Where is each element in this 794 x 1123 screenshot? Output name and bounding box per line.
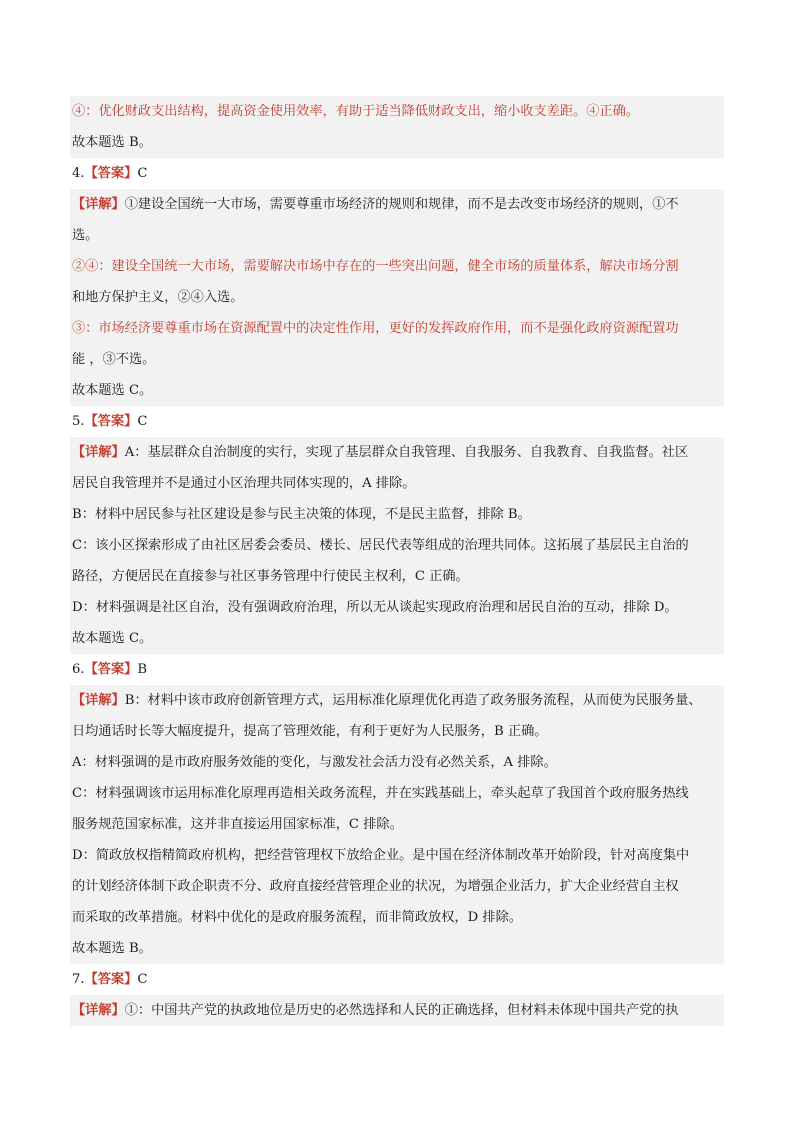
explanation-line: 故本题选 C。 bbox=[70, 375, 724, 406]
explanation-line: ②④：建设全国统一大市场，需要解决市场中存在的一些突出问题，健全市场的质量体系，解决市场分割 bbox=[70, 251, 724, 282]
answer-line bbox=[70, 158, 724, 189]
explanation-line: A：材料强调的是市政府服务效能的变化，与激发社会活力没有必然关系，A 排除。 bbox=[70, 747, 724, 778]
explanation-line: 居民自我管理并不是通过小区治理共同体实现的，A 排除。 bbox=[70, 468, 724, 499]
explanation-line bbox=[70, 685, 724, 716]
explanation-label: 【详解】 bbox=[72, 445, 125, 460]
explanation-text: B：材料中该市政府创新管理方式，运用标准化原理优化再造了政务服务流程，从而使为民服务量、 bbox=[124, 693, 702, 708]
answer-choice: C bbox=[137, 166, 148, 181]
answer-line bbox=[70, 406, 724, 437]
question-number: 7. bbox=[72, 972, 85, 987]
explanation-line: 的计划经济体制下政企职责不分、政府直接经营管理企业的状况，为增强企业活力，扩大企业经营自主权 bbox=[70, 871, 724, 902]
explanation-line: 故本题选 C。 bbox=[70, 623, 724, 654]
explanation-line: 服务规范国家标准，这并非直接运用国家标准，C 排除。 bbox=[70, 809, 724, 840]
explanation-line: 故本题选 B。 bbox=[70, 933, 724, 964]
explanation-line: C：该小区探索形成了由社区居委会委员、楼长、居民代表等组成的治理共同体。这拓展了基层民主自治的 bbox=[70, 530, 724, 561]
explanation-line: ④：优化财政支出结构，提高资金使用效率，有助于适当降低财政支出，缩小收支差距。④正确。 bbox=[70, 96, 724, 127]
question-number: 4. bbox=[72, 166, 85, 181]
explanation-line: C：材料强调该市运用标准化原理再造相关政务流程，并在实践基础上，牵头起草了我国首个政府服务热线 bbox=[70, 778, 724, 809]
explanation-line: 和地方保护主义，②④入选。 bbox=[70, 282, 724, 313]
answer-choice: C bbox=[137, 414, 148, 429]
explanation-line: 选。 bbox=[70, 220, 724, 251]
explanation-label: 【详解】 bbox=[72, 693, 125, 708]
answer-choice: C bbox=[137, 972, 148, 987]
explanation-line: B：材料中居民参与社区建设是参与民主决策的体现，不是民主监督，排除 B。 bbox=[70, 499, 724, 530]
question-number: 6. bbox=[72, 662, 85, 677]
explanation-line: 而采取的改革措施。材料中优化的是政府服务流程，而非简政放权，D 排除。 bbox=[70, 902, 724, 933]
answer-label: 【答案】 bbox=[84, 972, 138, 987]
explanation-line bbox=[70, 437, 724, 468]
answer-choice: B bbox=[137, 662, 148, 677]
explanation-text: ①建设全国统一大市场，需要尊重市场经济的规则和规律，而不是去改变市场经济的规则，①不 bbox=[124, 197, 679, 212]
question-number: 5. bbox=[72, 414, 85, 429]
explanation-line: D：材料强调是社区自治，没有强调政府治理，所以无从谈起实现政府治理和居民自治的互动，排除 D。 bbox=[70, 592, 724, 623]
explanation-line: D：简政放权指精简政府机构，把经营管理权下放给企业。是中国在经济体制改革开始阶段，针对高度集中 bbox=[70, 840, 724, 871]
answer-label: 【答案】 bbox=[84, 414, 138, 429]
explanation-text: A：基层群众自治制度的实行，实现了基层群众自我管理、自我服务、自我教育、自我监督。社区 bbox=[124, 445, 689, 460]
explanation-line: 能 ，③不选。 bbox=[70, 344, 724, 375]
explanation-line: 日均通话时长等大幅度提升，提高了管理效能，有利于更好为人民服务，B 正确。 bbox=[70, 716, 724, 747]
explanation-line bbox=[70, 995, 724, 1026]
answer-label: 【答案】 bbox=[84, 662, 138, 677]
answer-label: 【答案】 bbox=[84, 166, 138, 181]
answer-explanations bbox=[70, 96, 724, 1026]
explanation-line: 路径，方便居民在直接参与社区事务管理中行使民主权利，C 正确。 bbox=[70, 561, 724, 592]
explanation-line: ③：市场经济要尊重市场在资源配置中的决定性作用，更好的发挥政府作用，而不是强化政府资源配置功 bbox=[70, 313, 724, 344]
answer-line bbox=[70, 654, 724, 685]
explanation-text: ①：中国共产党的执政地位是历史的必然选择和人民的正确选择，但材料未体现中国共产党的执 bbox=[124, 1003, 679, 1018]
explanation-label: 【详解】 bbox=[72, 197, 125, 212]
explanation-line: 故本题选 B。 bbox=[70, 127, 724, 158]
explanation-label: 【详解】 bbox=[72, 1003, 125, 1018]
explanation-line bbox=[70, 189, 724, 220]
answer-line bbox=[70, 964, 724, 995]
